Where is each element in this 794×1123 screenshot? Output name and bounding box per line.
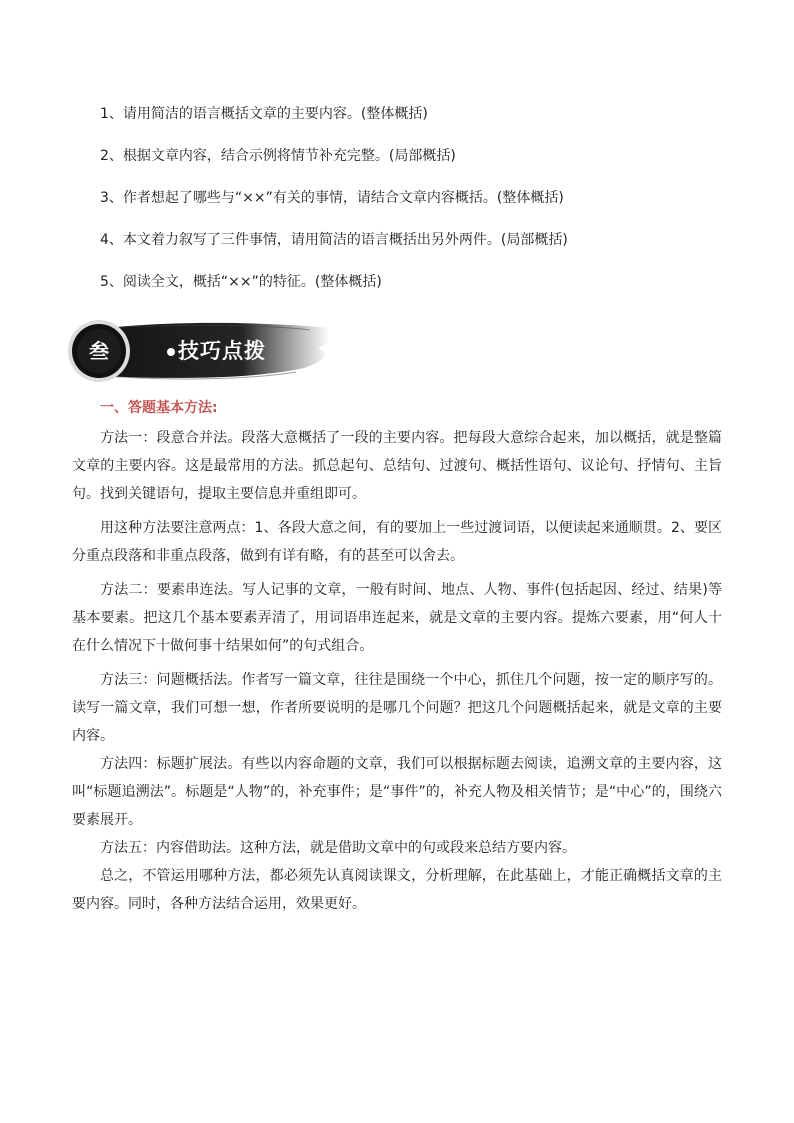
bullet-dot-icon [167, 348, 175, 356]
question-item-5: 5、阅读全文，概括“××”的特征。(整体概括) [100, 274, 382, 290]
banner-number: 叁 [89, 339, 109, 363]
question-item-3: 3、作者想起了哪些与“××”有关的事情，请结合文章内容概括。(整体概括) [100, 190, 564, 206]
section-heading: 一、答题基本方法: [100, 400, 218, 416]
question-item-2: 2、根据文章内容，结合示例将情节补充完整。(局部概括) [100, 148, 456, 164]
method-content [72, 424, 722, 918]
paragraph-summary: 总之，不管运用哪种方法，都必须先认真阅读课文，分析理解，在此基础上，才能正确概括文章的主要内容。同时，各种方法结合运用，效果更好。 [72, 868, 722, 912]
paragraph-method-5: 方法五：内容借助法。这种方法，就是借助文章中的句或段来总结方要内容。 [100, 840, 576, 856]
question-item-4: 4、本文着力叙写了三件事情，请用简洁的语言概括出另外两件。(局部概括) [100, 232, 568, 248]
paragraph-method-1: 方法一：段意合并法。段落大意概括了一段的主要内容。把每段大意综合起来，加以概括，就是整篇文章的主要内容。这是最常用的方法。抓总起句、总结句、过渡句、概括性语句、议论句、抒情句、主旨句。找到关键语句，提取主要信息并重组即可。 [72, 430, 722, 502]
paragraph-method-1-note: 用这种方法要注意两点：1、各段大意之间，有的要加上一些过渡词语，以便读起来通顺贯。2、要区分重点段落和非重点段落，做到有详有略，有的甚至可以舍去。 [72, 520, 722, 564]
paragraph-method-4: 方法四：标题扩展法。有些以内容命题的文章，我们可以根据标题去阅读，追溯文章的主要内容，这叫“标题追溯法”。标题是“人物”的，补充事件；是“事件”的，补充人物及相关情节；是“中心”的，围绕六要素展开。 [72, 756, 722, 828]
question-item-1: 1、请用简洁的语言概括文章的主要内容。(整体概括) [100, 106, 428, 122]
section-banner [60, 318, 340, 386]
banner-title: 技巧点拨 [178, 339, 266, 363]
paragraph-method-2: 方法二：要素串连法。写人记事的文章，一般有时间、地点、人物、事件(包括起因、经过、结果)等基本要素。把这几个基本要素弄清了，用词语串连起来，就是文章的主要内容。提炼六要素，用“何人十在什么情况下十做何事十结果如何”的句式组合。 [72, 582, 722, 654]
paragraph-method-3: 方法三：问题概括法。作者写一篇文章，往往是围绕一个中心，抓住几个问题，按一定的顺序写的。读写一篇文章，我们可想一想，作者所要说明的是哪几个问题？把这几个问题概括起来，就是文章的主要内容。 [72, 672, 722, 744]
question-list [100, 104, 740, 314]
